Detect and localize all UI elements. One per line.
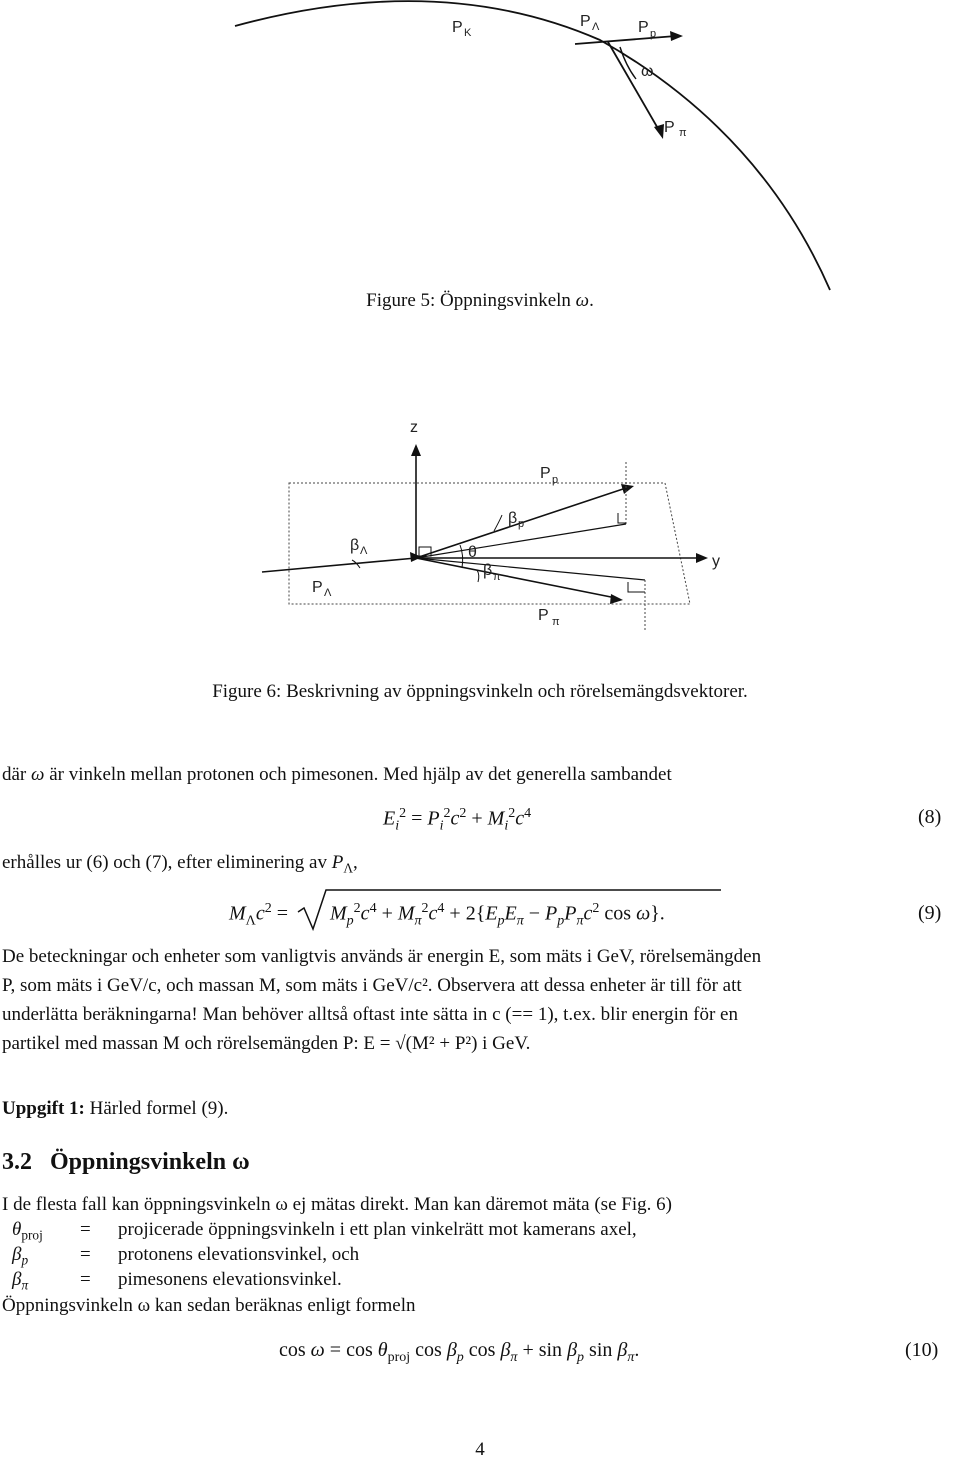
ppi-label: P (538, 607, 549, 624)
figure-6-caption: Figure 6: Beskrivning av öppningsvinkeln och rörelsemängdsvektorer. (212, 681, 748, 702)
pp-arrowhead (621, 484, 634, 494)
ppi-sub: π (679, 127, 687, 139)
theta-arc (460, 545, 463, 568)
y-axis-arrowhead (696, 553, 708, 563)
ppi-vector (608, 42, 660, 132)
ppi-sub: π (552, 616, 560, 628)
pp-vector (575, 36, 676, 44)
line2-sub: Λ (343, 860, 353, 876)
beta-pi-label: β (483, 562, 493, 579)
task-text: Härled formel (9). (84, 1098, 229, 1119)
pk-label: P (452, 19, 463, 36)
task-line (2, 1097, 228, 1121)
def-symbol: β (12, 1269, 22, 1290)
pp-arrowhead (670, 31, 683, 41)
ppi-vector (416, 558, 616, 598)
text-line-elimination (2, 851, 358, 881)
beta-p-label: β (508, 510, 518, 527)
units-line-4: partikel med massan M och rörelsemängden P: E = √(M² + P²) i GeV. (2, 1033, 531, 1054)
line2-a: erhålles ur (6) och (7), efter eliminering av (2, 852, 332, 873)
beta-p-arc (494, 515, 502, 531)
pp-label: P (540, 465, 551, 482)
def-sub: proj (21, 1227, 43, 1243)
equation-10: $\cos \omega = \cos \theta_{proj}$ $\cos \beta_p$ $\cos \beta_\pi + \sin \beta_p$ $\sin \beta_\pi$. (279, 1339, 640, 1365)
formula-intro: Öppningsvinkeln ω kan sedan beräknas enligt formeln (2, 1295, 416, 1316)
units-paragraph (2, 943, 956, 1059)
caption-text: Öppningsvinkeln (440, 290, 576, 311)
def-sub: p (21, 1252, 29, 1268)
equation-8-number: (8) (918, 806, 942, 828)
omega-angle-arc (620, 47, 636, 79)
beta-p-sub: p (518, 518, 525, 530)
def-desc: pimesonens elevationsvinkel. (118, 1269, 342, 1290)
pp-right-angle (618, 513, 626, 523)
plambda-sub: Λ (592, 21, 600, 33)
page-number: 4 (475, 1439, 485, 1460)
figure-6-diagram (0, 400, 960, 640)
def-eq: = (80, 1219, 91, 1240)
measure-paragraph: I de flesta fall kan öppningsvinkeln ω ej mätas direkt. Man kan däremot mäta (se Fig. 6) (2, 1194, 672, 1215)
def-symbol: β (12, 1244, 22, 1265)
ppi-arrowhead (610, 594, 623, 604)
task-label: Uppgift 1: (2, 1098, 85, 1119)
ppi-projection (416, 558, 645, 580)
pp-label: P (638, 19, 649, 36)
def-sub: π (21, 1277, 29, 1293)
pk-sub: K (464, 27, 472, 39)
section-number: 3.2 (2, 1149, 32, 1175)
theta-label: θ (468, 544, 477, 561)
beta-pi-sub: π (493, 571, 501, 583)
beta-lambda-sub: Λ (360, 545, 368, 557)
def-desc: protonens elevationsvinkel, och (118, 1244, 360, 1265)
equation-10-number: (10) (905, 1339, 939, 1361)
equation-9-radicand: $M_p^2c^4 + M_\pi^2c^4 + 2\{E_pE_\pi - P_pP_\pi c^2$ cos ω}. (330, 901, 665, 929)
section-heading (2, 1149, 250, 1176)
def-symbol: θ (12, 1219, 22, 1240)
def-eq: = (80, 1269, 91, 1290)
plambda-label: P (580, 13, 591, 30)
text-line-omega (2, 763, 672, 787)
ppi-right-angle (628, 582, 645, 592)
section-title: Öppningsvinkeln ω (50, 1149, 250, 1175)
z-label: z (410, 419, 418, 436)
def-eq: = (80, 1244, 91, 1265)
def-desc: projicerade öppningsvinkeln i ett plan vinkelrätt mot kamerans axel, (118, 1219, 637, 1240)
line1-b: är vinkeln mellan protonen och pimesonen. Med hjälp av det generella sambandet (44, 764, 672, 785)
y-label: y (712, 553, 720, 570)
line2-end: , (352, 852, 358, 873)
line2-P: P (331, 852, 344, 873)
units-line-2: P, som mäts i GeV/c, och massan M, som mäts i GeV/c². Observera att dessa enheter är till för att (2, 975, 742, 996)
trajectory-arc (235, 1, 830, 290)
line1-a: där (2, 764, 32, 785)
equation-9-number: (9) (918, 902, 942, 924)
ppi-label: P (664, 119, 675, 136)
figure-5-diagram (0, 0, 960, 300)
caption-end: . (589, 290, 594, 311)
beta-pi-arc (477, 570, 479, 582)
z-axis-arrowhead (411, 444, 421, 456)
plambda-vector (262, 558, 416, 572)
units-line-3: underlätta beräkningarna! Man behöver alltså oftast inte sätta in c (== 1), t.ex. blir energin för en (2, 1004, 738, 1025)
caption-prefix: Figure 5: (366, 290, 441, 311)
equation-9: $M_\Lambda c^2$ = (229, 901, 288, 929)
figure-5-caption (0, 289, 960, 313)
plambda-label: P (312, 579, 323, 596)
equation-8: $E_i^2 = P_i^2c^2 + M_i^2c^4$ (383, 806, 532, 834)
omega-label: ω (641, 63, 654, 80)
pp-sub: p (650, 28, 657, 40)
line1-omega: ω (31, 764, 45, 785)
pp-sub: p (552, 474, 559, 486)
beta-lambda-label: β (350, 537, 360, 554)
units-line-1: De beteckningar och enheter som vanligtvis används är energin E, som mäts i GeV, rörelsemängden (2, 946, 762, 967)
ppi-arrowhead (654, 124, 664, 139)
plambda-sub: Λ (324, 587, 332, 599)
caption-omega: ω (575, 290, 590, 311)
